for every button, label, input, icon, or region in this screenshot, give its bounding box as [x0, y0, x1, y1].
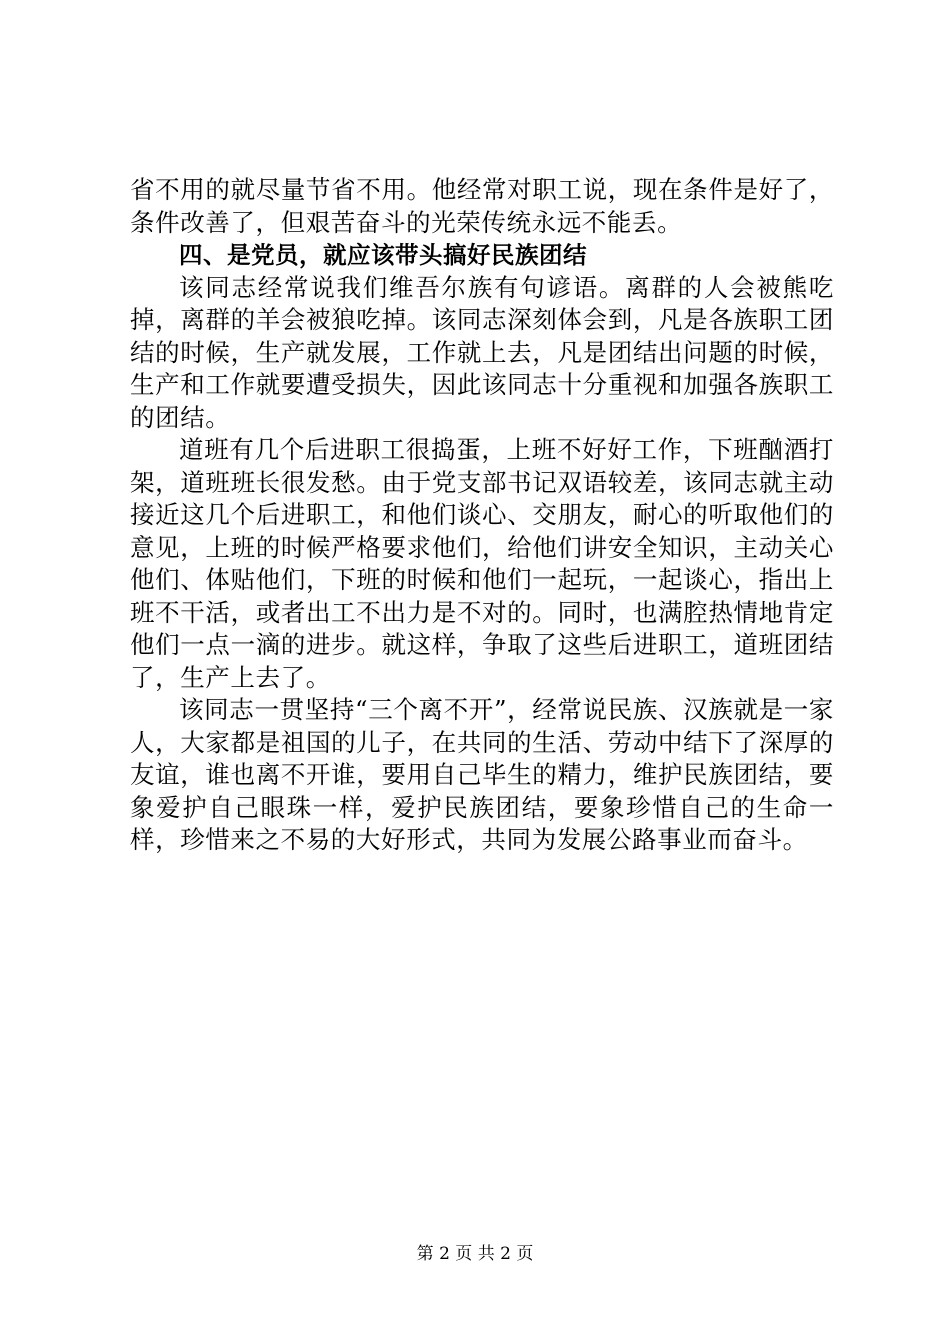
- paragraph-workers: 道班有几个后进职工很捣蛋，上班不好好工作，下班酗酒打架，道班班长很发愁。由于党支部书记双语较差，该同志就主动接近这几个后进职工，和他们谈心、交朋友，耐心的听取他们的意见，上班的时候严格要求他们，给他们讲安全知识，主动关心他们、体贴他们，下班的时候和他们一起玩，一起谈心，指出上班不干活，或者出工不出力是不对的。同时，也满腔热情地肯定他们一点一滴的进步。就这样，争取了这些后进职工，道班团结了，生产上去了。: [130, 435, 834, 692]
- section-heading: 四、是党员，就应该带头搞好民族团结: [179, 241, 587, 269]
- document-body: [130, 174, 834, 857]
- paragraph-unity: 该同志一贯坚持“三个离不开”，经常说民族、汉族就是一家人，大家都是祖国的儿子，在共同的生活、劳动中结下了深厚的友谊，谁也离不开谁，要用自己毕生的精力，维护民族团结，要象爱护自己眼珠一样，爱护民族团结，要象珍惜自己的生命一样，珍惜来之不易的大好形式，共同为发展公路事业而奋斗。: [130, 695, 834, 854]
- paragraph-continuation: 省不用的就尽量节省不用。他经常对职工说，现在条件是好了，条件改善了，但艰苦奋斗的光荣传统永远不能丢。: [130, 175, 834, 237]
- paragraph-proverb: 该同志经常说我们维吾尔族有句谚语。离群的人会被熊吃掉，离群的羊会被狼吃掉。该同志深刻体会到，凡是各族职工团结的时候，生产就发展，工作就上去，凡是团结出问题的时候，生产和工作就要遭受损失，因此该同志十分重视和加强各族职工的团结。: [130, 272, 834, 432]
- page-number-footer: 第 2 页 共 2 页: [416, 1244, 534, 1264]
